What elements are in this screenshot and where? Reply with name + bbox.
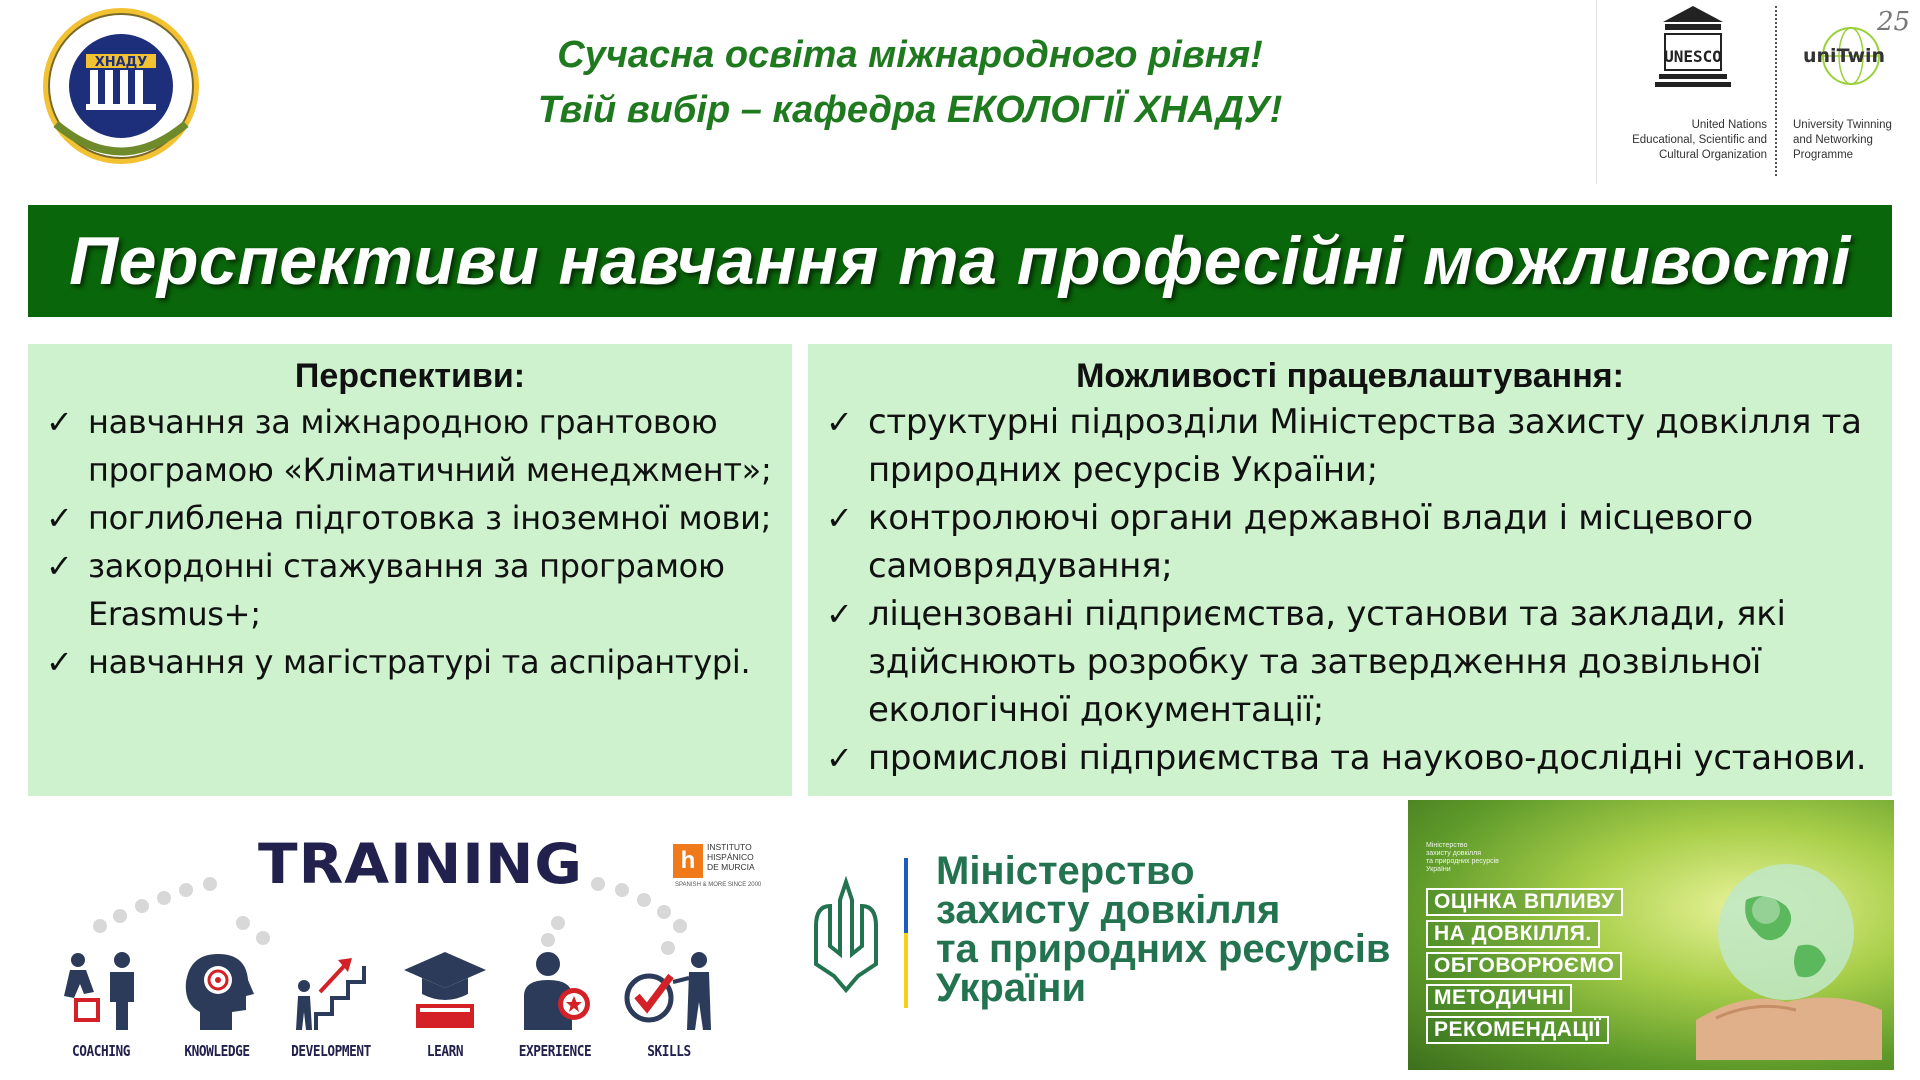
skill-label: KNOWLEDGE [184, 1042, 250, 1060]
svg-text:1930: 1930 [105, 122, 137, 135]
ministry-logo [800, 840, 1400, 1020]
page-title: Перспективи навчання та професійні можливості [69, 223, 1851, 299]
employment-list [826, 398, 1874, 782]
ministry-divider [904, 858, 908, 1008]
skill-learn [390, 946, 500, 1066]
svg-text:uniTwin: uniTwin [1803, 45, 1886, 67]
skill-label: SKILLS [647, 1042, 691, 1060]
title-banner [28, 205, 1892, 317]
check-icon: ✓ [46, 547, 73, 585]
employment-heading: Можливості працевлаштування: [1076, 357, 1624, 395]
eia-line: МЕТОДИЧНІ [1426, 984, 1572, 1012]
list-item: ✓ поглиблена підготовка з іноземної мови; [46, 494, 774, 542]
skill-label: EXPERIENCE [518, 1042, 592, 1060]
coaching-icon [56, 946, 146, 1036]
unitwin-caption: University Twinning and Networking Programme [1793, 119, 1892, 161]
instituto-name: INSTITUTO HISPÁNICO DE MURCIA [707, 842, 755, 872]
skill-label: DEVELOPMENT [291, 1042, 371, 1060]
perspectives-heading: Перспективи: [294, 357, 526, 395]
header-slogan [420, 28, 1400, 138]
experience-icon [510, 946, 600, 1036]
instituto-logo [673, 840, 783, 890]
skills-icon [619, 946, 719, 1036]
eia-line: НА ДОВКІЛЛЯ. [1426, 920, 1600, 948]
eia-line: ОЦІНКА ВПЛИВУ [1426, 888, 1623, 916]
check-icon: ✓ [46, 643, 73, 681]
list-item: ✓ ліцензовані підприємства, установи та заклади, які здійснюють розробку та затвердження дозвільної екологічної документації; [826, 590, 1874, 734]
eia-line: ОБГОВОРЮЄМО [1426, 952, 1622, 980]
skill-skills [614, 946, 724, 1066]
unesco-caption: United Nations Educational, Scientific and Cultural Organization [1632, 119, 1767, 161]
svg-text:UNESCO: UNESCO [1664, 47, 1722, 66]
development-icon [286, 946, 376, 1036]
unesco-logo [1597, 0, 1769, 184]
check-icon: ✓ [826, 595, 853, 633]
header-line-2: Твій вибір – кафедра ЕКОЛОГІЇ ХНАДУ! [537, 89, 1283, 131]
list-item: ✓ структурні підрозділи Міністерства захисту довкілля та природних ресурсів України; [826, 398, 1874, 494]
eia-promo-image [1408, 800, 1894, 1070]
perspectives-panel [28, 344, 792, 796]
list-item: ✓ закордонні стажування за програмою Erasmus+; [46, 542, 774, 638]
check-icon: ✓ [826, 403, 853, 441]
skill-development [276, 946, 386, 1066]
check-icon: ✓ [826, 499, 853, 537]
check-icon: ✓ [826, 739, 853, 777]
list-item: ✓ навчання за міжнародною грантовою програмою «Кліматичний менеджмент»; [46, 398, 774, 494]
globe-in-hand-image [1686, 850, 1886, 1060]
knowledge-icon [172, 946, 262, 1036]
employment-panel [808, 344, 1892, 796]
list-item: ✓ промислові підприємства та науково-дослідні установи. [826, 734, 1874, 782]
check-icon: ✓ [46, 403, 73, 441]
eia-line: РЕКОМЕНДАЦІЇ [1426, 1016, 1609, 1044]
skill-experience [500, 946, 610, 1066]
skill-label: COACHING [71, 1042, 131, 1060]
ministry-name: Міністерство захисту довкілля та природних ресурсів України [936, 849, 1391, 1010]
skill-coaching [46, 946, 156, 1066]
training-graphic [28, 808, 788, 1070]
header-line-1: Сучасна освіта міжнародного рівня! [557, 34, 1263, 76]
logo-divider [1775, 6, 1777, 176]
svg-text:ХНАДУ: ХНАДУ [94, 55, 148, 70]
international-logos [1596, 0, 1920, 184]
university-logo [26, 4, 216, 172]
training-title: TRAINING [258, 831, 583, 897]
svg-text:25: 25 [1877, 7, 1911, 37]
instituto-mark: h [673, 844, 703, 878]
graduation-cap-icon [400, 946, 490, 1036]
list-item: ✓ контролюючі органи державної влади і місцевого самоврядування; [826, 494, 1874, 590]
instituto-tagline: SPANISH & MORE SINCE 2000 [675, 882, 762, 888]
eia-ministry-caption: Міністерство захисту довкілля та природних ресурсів України [1426, 842, 1499, 873]
skill-knowledge [162, 946, 272, 1066]
ukraine-trident-icon [806, 876, 886, 996]
perspectives-list [46, 398, 774, 686]
skill-label: LEARN [426, 1042, 464, 1060]
eia-headline [1426, 888, 1623, 1048]
check-icon: ✓ [46, 499, 73, 537]
list-item: ✓ навчання у магістратурі та аспірантурі. [46, 638, 774, 686]
